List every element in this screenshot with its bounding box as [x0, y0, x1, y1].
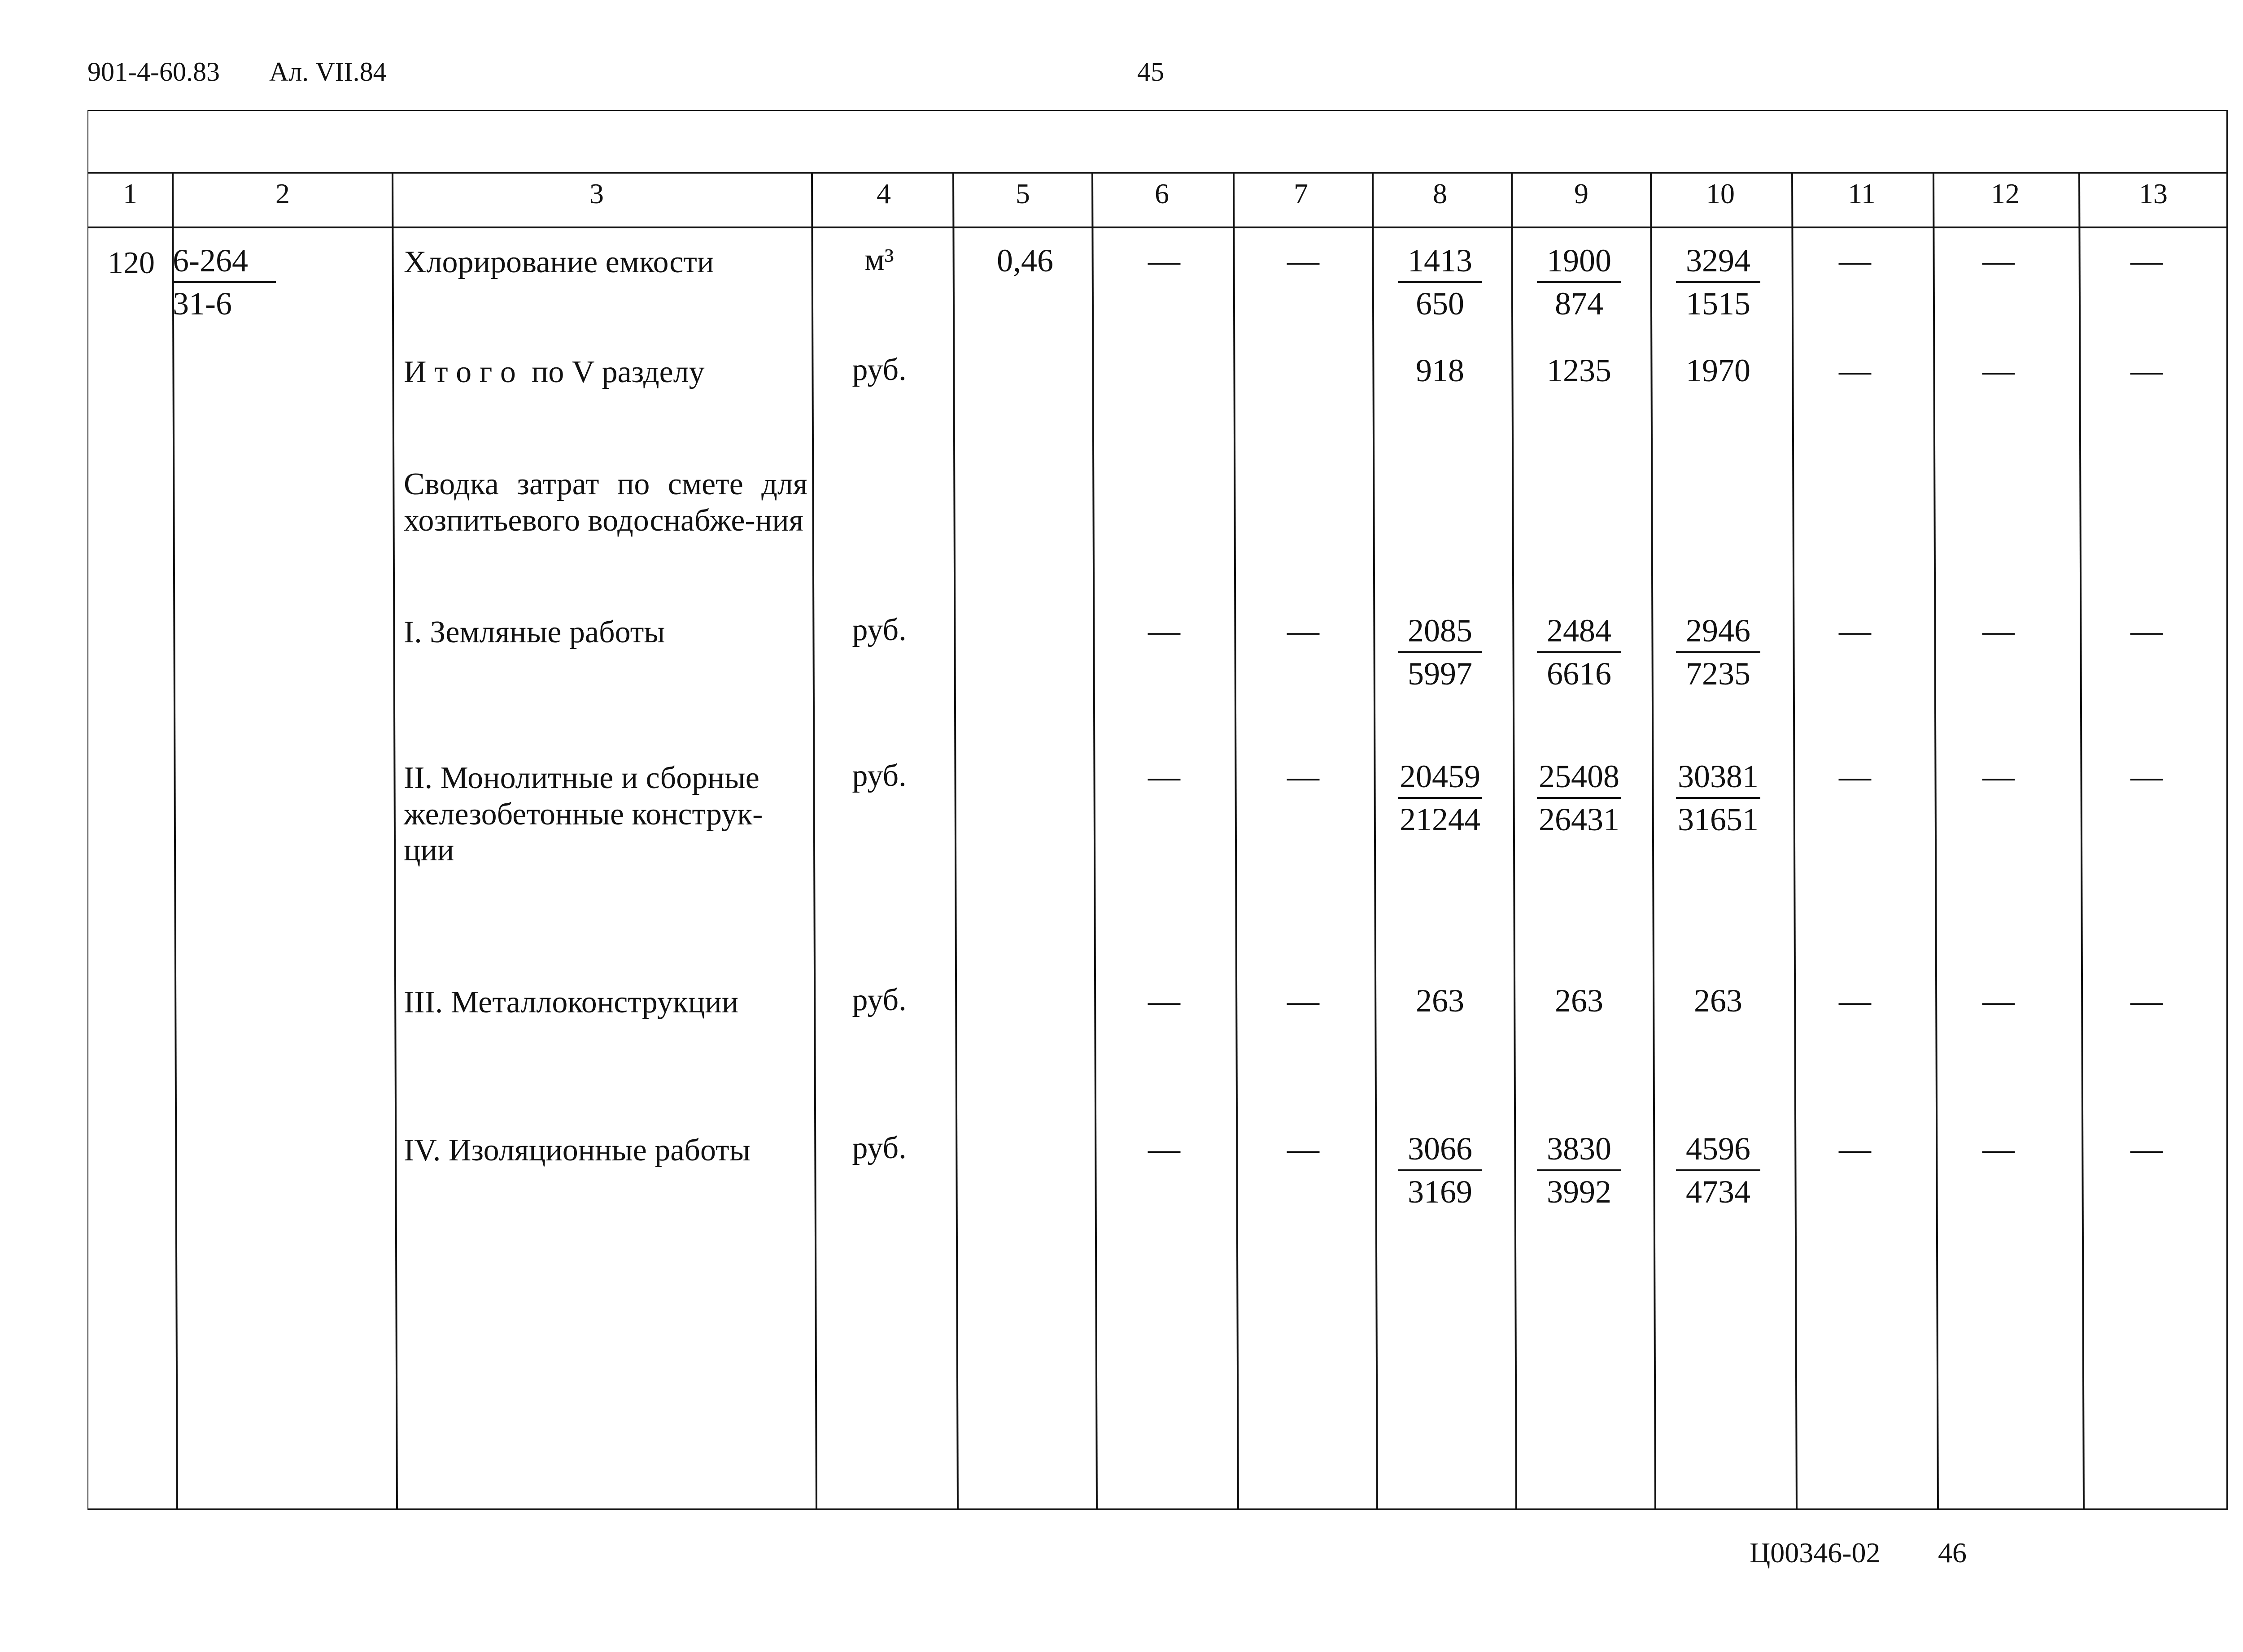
cost-denominator: 3992 [1547, 1174, 1611, 1210]
dash: — [1839, 1131, 1871, 1167]
cost-fraction [1521, 615, 1637, 690]
cost-value: 918 [1416, 353, 1464, 388]
cost-fraction [1660, 760, 1776, 836]
cost-denominator: 1515 [1686, 286, 1750, 322]
cost-denominator: 3169 [1408, 1174, 1472, 1210]
dash: — [2130, 243, 2163, 279]
column-number: 12 [1991, 178, 2020, 209]
dash: — [1982, 353, 2015, 388]
cost-numerator: 2946 [1686, 613, 1750, 649]
unit-of-measure: руб. [852, 353, 907, 387]
column-number: 11 [1848, 178, 1876, 209]
dash: — [1148, 243, 1180, 279]
dash: — [1839, 758, 1871, 794]
unit-of-measure: руб. [852, 613, 907, 647]
row-number: 120 [108, 246, 155, 280]
cost-denominator: 31651 [1678, 802, 1759, 837]
dash: — [1839, 613, 1871, 649]
album-ref: Ал. VII.84 [269, 57, 387, 87]
cost-value: 263 [1416, 983, 1464, 1019]
dash: — [2130, 613, 2163, 649]
price-code-numerator: 6-264 [173, 243, 248, 279]
cost-numerator: 20459 [1400, 758, 1480, 794]
unit-of-measure: м³ [864, 243, 894, 277]
cost-numerator: 25408 [1539, 758, 1619, 794]
column-number: 13 [2139, 178, 2168, 209]
cost-numerator: 1413 [1408, 243, 1472, 279]
dash: — [1839, 353, 1871, 388]
cost-fraction [1382, 1133, 1498, 1208]
dash: — [1287, 243, 1319, 279]
cost-denominator: 26431 [1539, 802, 1619, 837]
cost-fraction [1660, 244, 1776, 320]
doc-code: 901-4-60.83 [87, 57, 220, 87]
column-number: 7 [1294, 178, 1308, 209]
cost-value: 1235 [1547, 353, 1611, 388]
dash: — [1839, 243, 1871, 279]
column-number: 8 [1433, 178, 1447, 209]
dash: — [1148, 1131, 1180, 1167]
column-number: 9 [1574, 178, 1588, 209]
work-name: III. Металлоконструкции [404, 985, 739, 1020]
dash: — [1982, 613, 2015, 649]
dash: — [1148, 613, 1180, 649]
column-number: 4 [877, 178, 891, 209]
dash: — [1148, 758, 1180, 794]
work-name: Хлорирование емкости [404, 245, 714, 279]
column-number: 10 [1706, 178, 1735, 209]
dash: — [2130, 983, 2163, 1019]
document-stamp: Ц00346-02 [1750, 1537, 1881, 1569]
cost-numerator: 3294 [1686, 243, 1750, 279]
unit-of-measure: руб. [852, 983, 907, 1017]
column-number: 1 [123, 178, 137, 209]
unit-of-measure: руб. [852, 1131, 907, 1165]
column-number: 3 [589, 178, 604, 209]
cost-numerator: 2484 [1547, 613, 1611, 649]
work-name: IV. Изоляционные работы [404, 1133, 751, 1168]
unit-of-measure: руб. [852, 758, 907, 793]
cost-fraction [1521, 760, 1637, 836]
cost-denominator: 7235 [1686, 656, 1750, 692]
cost-fraction [1382, 615, 1498, 690]
cost-denominator: 21244 [1400, 802, 1480, 837]
dash: — [1982, 758, 2015, 794]
cost-numerator: 3830 [1547, 1131, 1611, 1167]
column-number: 5 [1016, 178, 1030, 209]
dash: — [1287, 983, 1319, 1019]
cost-value: 263 [1555, 983, 1603, 1019]
dash: — [1839, 983, 1871, 1019]
price-code [173, 244, 276, 320]
section-total-label: И т о г о по V разделу [404, 355, 705, 389]
cost-denominator: 5997 [1408, 656, 1472, 692]
column-number: 2 [275, 178, 290, 209]
cost-numerator: 1900 [1547, 243, 1611, 279]
cost-fraction [1382, 244, 1498, 320]
dash: — [1982, 243, 2015, 279]
sheet-number: 46 [1938, 1537, 1967, 1569]
work-name: I. Земляные работы [404, 615, 665, 649]
dash: — [1982, 983, 2015, 1019]
cost-denominator: 6616 [1547, 656, 1611, 692]
cost-numerator: 4596 [1686, 1131, 1750, 1167]
summary-heading: Сводка затрат по смете для хозпитьевого водоснабже-ния [404, 467, 807, 538]
cost-fraction [1521, 1133, 1637, 1208]
dash: — [1982, 1131, 2015, 1167]
cost-fraction [1660, 1133, 1776, 1208]
cost-numerator: 30381 [1678, 758, 1759, 794]
page-number: 45 [1137, 57, 1164, 87]
price-code-denominator: 31-6 [173, 286, 232, 322]
cost-value: 263 [1694, 983, 1742, 1019]
dash: — [1287, 758, 1319, 794]
dash: — [1287, 613, 1319, 649]
cost-numerator: 2085 [1408, 613, 1472, 649]
dash: — [1148, 983, 1180, 1019]
dash: — [2130, 353, 2163, 388]
cost-denominator: 4734 [1686, 1174, 1750, 1210]
cost-numerator: 3066 [1408, 1131, 1472, 1167]
cost-denominator: 650 [1416, 286, 1464, 322]
work-name: II. Монолитные и сборные железобетонные конструк-ции [404, 761, 763, 867]
cost-fraction [1660, 615, 1776, 690]
cost-value: 1970 [1686, 353, 1750, 388]
column-number: 6 [1155, 178, 1169, 209]
dash: — [2130, 1131, 2163, 1167]
cost-fraction [1521, 244, 1637, 320]
cost-fraction [1382, 760, 1498, 836]
dash: — [1287, 1131, 1319, 1167]
quantity: 0,46 [997, 243, 1053, 279]
cost-denominator: 874 [1555, 286, 1603, 322]
dash: — [2130, 758, 2163, 794]
